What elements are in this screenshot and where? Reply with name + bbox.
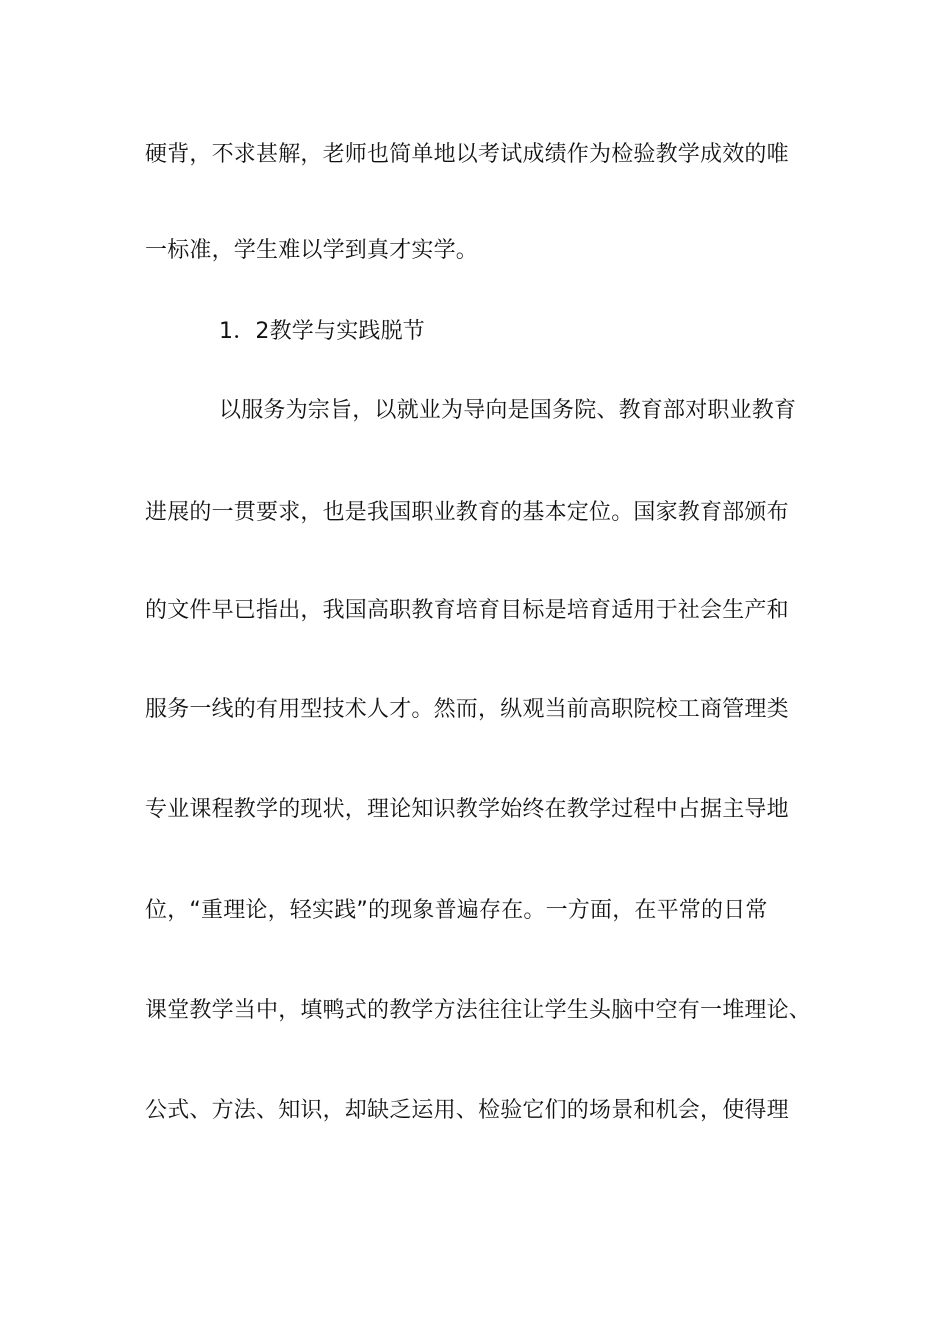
paragraph-line: 一标准，学生难以学到真才实学。 [145, 238, 479, 263]
paragraph-line: 进展的一贯要求，也是我国职业教育的基本定位。国家教育部颁布 [145, 500, 789, 525]
paragraph-line: 的文件早已指出，我国高职教育培育目标是培育适用于社会生产和 [145, 598, 789, 623]
paragraph-line: 位，“重理论，轻实践”的现象普遍存在。一方面，在平常的日常 [145, 898, 768, 923]
paragraph-line: 公式、方法、知识，却缺乏运用、检验它们的场景和机会，使得理 [145, 1098, 789, 1123]
paragraph-line: 课堂教学当中，填鸭式的教学方法往往让学生头脑中空有一堆理论、 [145, 998, 812, 1023]
paragraph-line: 以服务为宗旨，以就业为导向是国务院、教育部对职业教育 [219, 398, 797, 423]
paragraph-line: 服务一线的有用型技术人才。然而，纵观当前高职院校工商管理类 [145, 697, 789, 722]
paragraph-line: 专业课程教学的现状，理论知识教学始终在教学过程中占据主导地 [145, 797, 789, 822]
paragraph-line: 硬背，不求甚解，老师也简单地以考试成绩作为检验教学成效的唯 [145, 142, 789, 167]
section-heading: 1．2教学与实践脱节 [219, 319, 425, 344]
